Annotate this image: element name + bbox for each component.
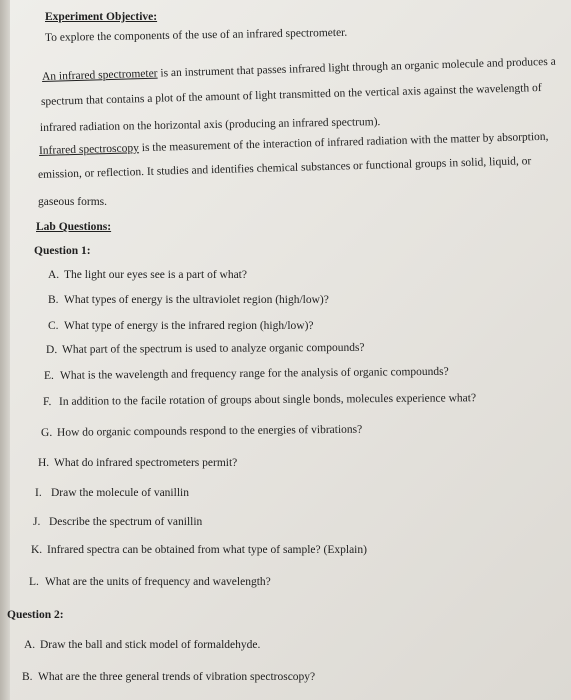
q2-item-b-text: What are the three general trends of vibration spectroscopy?: [38, 671, 316, 683]
q1-item-e-letter: E.: [43, 369, 54, 382]
q1-item-i-text: Draw the molecule of vanillin: [51, 487, 189, 499]
q1-item-c-letter: C.: [48, 320, 59, 332]
q1-item-b-letter: B.: [48, 294, 59, 306]
q1-item-k-letter: K.: [31, 544, 43, 556]
q1-item-j-text: Describe the spectrum of vanillin: [49, 516, 203, 528]
objective-text: To explore the components of the use of an infrared spectrometer.: [44, 26, 348, 44]
page-shadow-edge: [0, 0, 10, 700]
q1-item-l-letter: L.: [29, 576, 39, 588]
q2-item-b-letter: B.: [22, 671, 33, 683]
q1-item-d: [46, 341, 365, 357]
intro-paragraph-2-line-3: gaseous forms.: [38, 196, 107, 208]
q2-item-a-letter: A.: [24, 639, 36, 651]
term-infrared-spectrometer: An infrared spectrometer: [41, 67, 158, 83]
q1-item-f: [43, 391, 476, 409]
q2-item-a-text: Draw the ball and stick model of formaldehyde.: [40, 639, 261, 651]
q1-item-b: [48, 293, 329, 307]
q1-item-f-letter: F.: [42, 395, 52, 408]
q2-item-b: [22, 670, 315, 684]
q1-item-c-text: What type of energy is the infrared region (high/low)?: [64, 320, 314, 332]
intro-p1-line1-text: is an instrument that passes infrared light through an organic molecule and produces a: [157, 55, 556, 80]
q1-item-g-letter: G.: [40, 426, 53, 439]
objective-heading: Experiment Objective:: [45, 11, 158, 23]
q1-item-e-text: What is the wavelength and frequency range for the analysis of organic compounds?: [59, 365, 449, 382]
q1-item-d-letter: D.: [45, 343, 58, 356]
q1-item-j-letter: J.: [33, 516, 41, 528]
q1-item-a-text: The light our eyes see is a part of what?: [64, 269, 247, 281]
intro-paragraph-1-line-1: [42, 55, 556, 84]
q1-item-h: [38, 456, 237, 470]
q1-item-a-letter: A.: [48, 269, 60, 281]
intro-p2-line1-text: is the measurement of the interaction of infrared radiation with the matter by absorption,: [138, 130, 549, 155]
q1-item-i-letter: I.: [35, 487, 42, 499]
term-infrared-spectroscopy: Infrared spectroscopy: [38, 142, 140, 157]
q2-item-a: [24, 638, 260, 652]
question-1-title: Question 1:: [34, 245, 91, 257]
q1-item-a: [48, 268, 247, 282]
intro-paragraph-1-line-3: infrared radiation on the horizontal axis (producing an infrared spectrum).: [39, 116, 381, 134]
q1-item-f-text: In addition to the facile rotation of groups about single bonds, molecules experience what?: [58, 392, 477, 408]
q1-item-c: [48, 319, 314, 333]
q1-item-i: [35, 486, 189, 500]
intro-paragraph-1-line-2: spectrum that contains a plot of the amount of light transmitted on the vertical axis against the wavelength of: [40, 82, 542, 108]
q1-item-g: [41, 423, 362, 440]
q1-item-g-text: How do organic compounds respond to the energies of vibrations?: [56, 423, 363, 439]
q1-item-h-text: What do infrared spectrometers permit?: [54, 457, 238, 469]
q1-item-l: [29, 575, 271, 589]
lab-questions-heading: Lab Questions:: [36, 221, 112, 233]
q1-item-k: [31, 543, 367, 557]
q1-item-k-text: Infrared spectra can be obtained from what type of sample? (Explain): [47, 544, 367, 556]
q1-item-b-text: What types of energy is the ultraviolet region (high/low)?: [64, 294, 329, 306]
q1-item-h-letter: H.: [38, 457, 50, 469]
q1-item-d-text: What part of the spectrum is used to analyze organic compounds?: [61, 341, 365, 356]
intro-paragraph-2-line-2: emission, or reflection. It studies and identifies chemical substances or functional groups in solid, liquid, or: [37, 155, 532, 181]
q1-item-e: [44, 365, 449, 383]
question-2-title: Question 2:: [7, 609, 64, 621]
intro-paragraph-2-line-1: [39, 130, 549, 158]
q1-item-l-text: What are the units of frequency and wavelength?: [45, 576, 271, 588]
q1-item-j: [33, 515, 202, 529]
